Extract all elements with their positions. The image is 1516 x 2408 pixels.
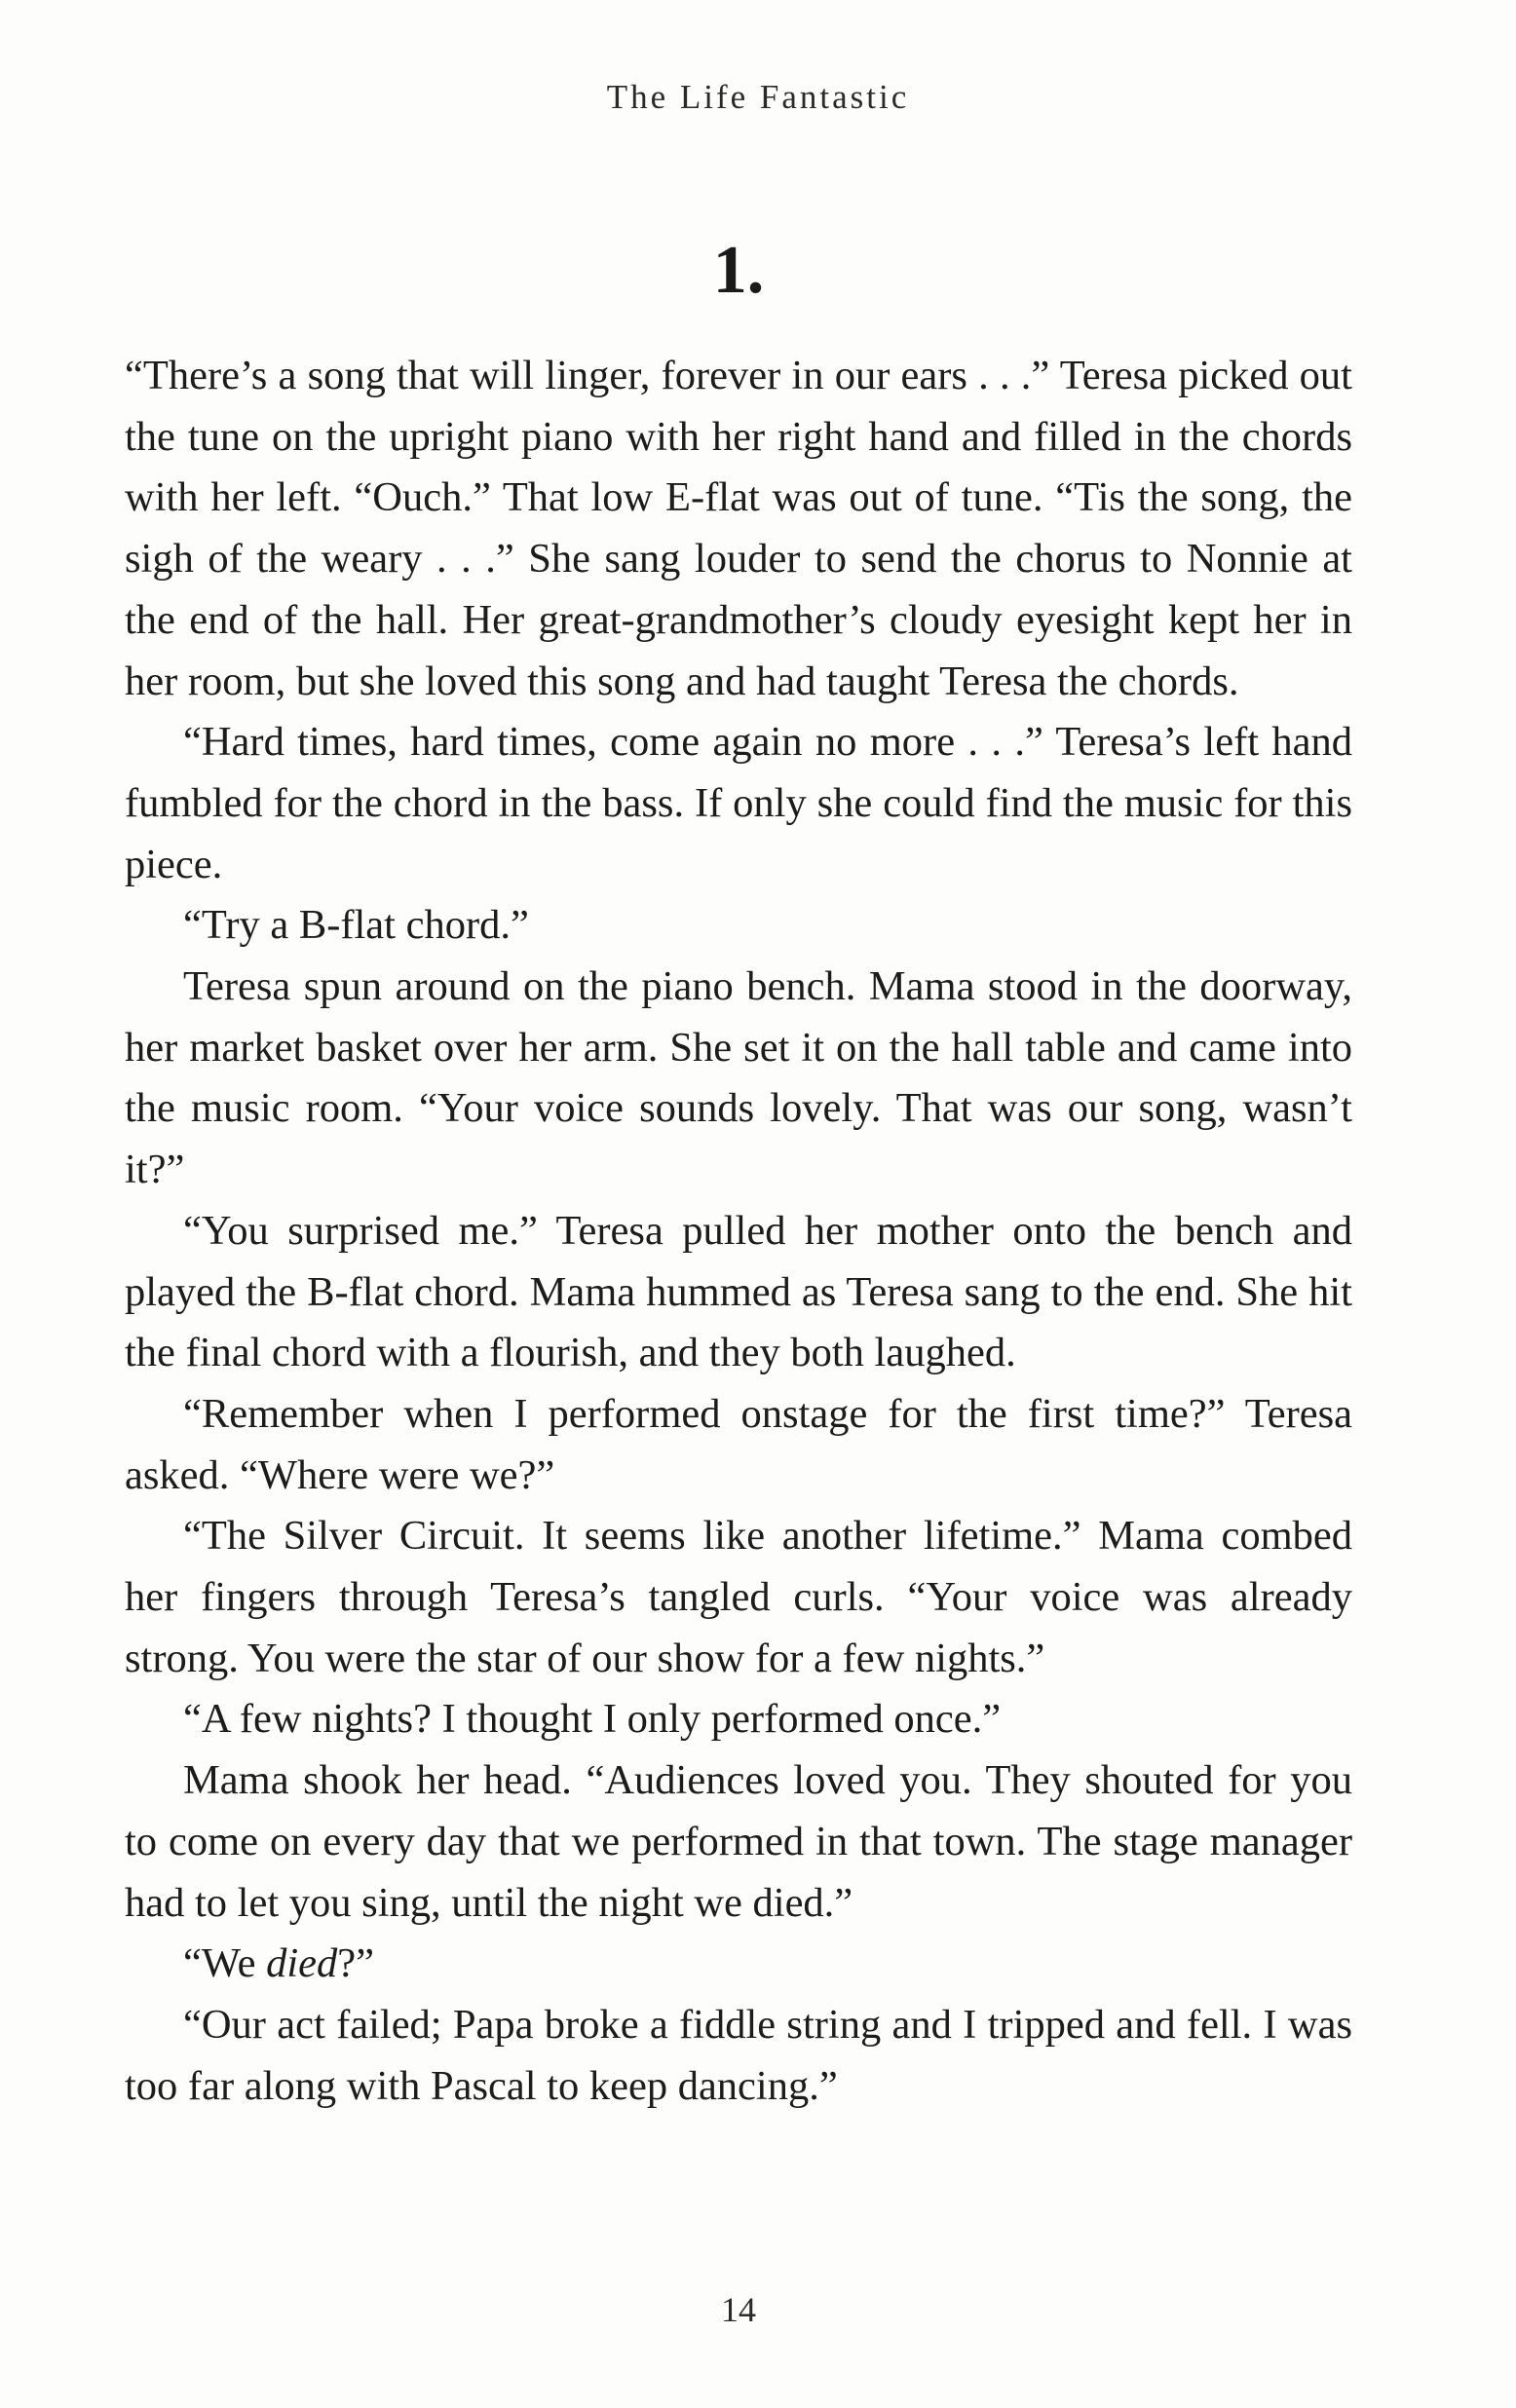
paragraph: “You surprised me.” Teresa pulled her mother onto the bench and played the B-flat chord. Mama hummed as Teresa sang to the end. She hit the final chord with a flourish, and they both laughed. [125,1207,1352,1376]
quote-close: ?” [337,1940,374,1987]
paragraph: “There’s a song that will linger, forever in our ears . . .” Teresa picked out the tune on the upright piano with her right hand and filled in the chords with her left. “Ouch.” That low E-flat was out of tune. “Tis the song, the sigh of the weary . . .” She sang louder to send the chorus to Nonnie at the end of the hall. Her great-grandmother’s cloudy eyesight kept her in her room, but she loved this song and had taught Teresa the chords. [125,353,1352,704]
emphasis-died: died [266,1940,338,1987]
chapter-number: 1. [712,233,765,308]
running-head: The Life Fantastic [606,78,910,116]
paragraph: “Try a B-flat chord.” [183,902,529,949]
paragraph: Mama shook her head. “Audiences loved you. They shouted for you to come on every day that we performed in that town. The stage manager had to let you sing, until the night we died.” [125,1757,1352,1926]
paragraph: “Hard times, hard times, come again no more . . .” Teresa’s left hand fumbled for the chord in the bass. If only she could find the music for this piece. [125,719,1352,887]
quote-open: “We [183,1940,267,1987]
body-text [125,346,1352,2117]
paragraph: Teresa spun around on the piano bench. Mama stood in the doorway, her market basket over her arm. She set it on the hall table and came into the music room. “Your voice sounds lovely. That was our song, wasn’t it?” [125,963,1352,1193]
page-number: 14 [721,2290,756,2329]
paragraph: “Remember when I performed onstage for the first time?” Teresa asked. “Where were we?” [125,1390,1352,1498]
paragraph: “A few nights? I thought I only performed once.” [183,1696,1002,1743]
paragraph: “Our act failed; Papa broke a fiddle string and I tripped and fell. I was too far along with Pascal to keep dancing.” [125,2001,1352,2109]
paragraph-we-died [125,1934,1352,1995]
paragraph: “The Silver Circuit. It seems like another lifetime.” Mama combed her fingers through Teresa’s tangled curls. “Your voice was already strong. You were the star of our show for a few nights.” [125,1513,1352,1681]
